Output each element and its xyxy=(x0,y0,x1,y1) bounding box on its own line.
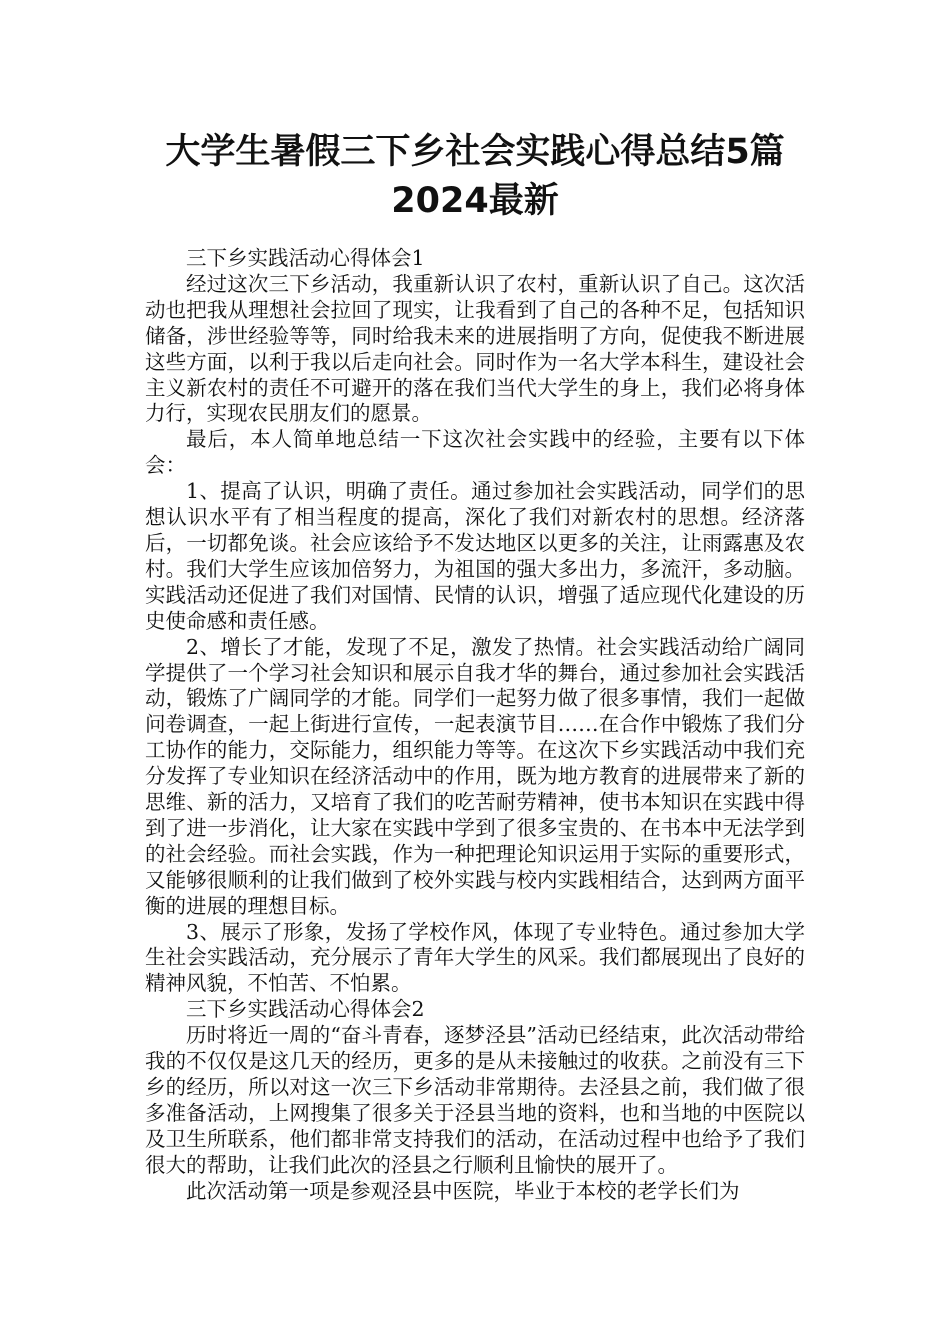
paragraph: 最后，本人简单地总结一下这次社会实践中的经验，主要有以下体会： xyxy=(145,427,805,478)
section-heading-2: 三下乡实践活动心得体会2 xyxy=(186,997,425,1022)
paragraph: 历时将近一周的“奋斗青春，逐梦泾县”活动已经结束，此次活动带给我的不仅仅是这几天的经历，更多的是从未接触过的收获。之前没有三下乡的经历，所以对这一次三下乡活动非常期待。去泾县之前，我们做了很多准备活动，上网搜集了很多关于泾县当地的资料，也和当地的中医院以及卫生所联系，他们都非常支持我们的活动，在活动过程中也给予了我们很大的帮助，让我们此次的泾县之行顺利且愉快的展开了。 xyxy=(145,1023,805,1177)
document-title: 大学生暑假三下乡社会实践心得总结5篇2024最新 xyxy=(165,132,785,221)
paragraph: 2、增长了才能，发现了不足，激发了热情。社会实践活动给广阔同学提供了一个学习社会知识和展示自我才华的舞台，通过参加社会实践活动，锻炼了广阔同学的才能。同学们一起努力做了很多事情，我们一起做问卷调查，一起上街进行宣传，一起表演节目……在合作中锻炼了我们分工协作的能力，交际能力，组织能力等等。在这次下乡实践活动中我们充分发挥了专业知识在经济活动中的作用，既为地方教育的进展带来了新的思维、新的活力，又培育了我们的吃苦耐劳精神，使书本知识在实践中得到了进一步消化，让大家在实践中学到了很多宝贵的、在书本中无法学到的社会经验。而社会实践，作为一种把理论知识运用于实际的重要形式，又能够很顺利的让我们做到了校外实践与校内实践相结合，达到两方面平衡的进展的理想目标。 xyxy=(145,634,805,918)
section-heading-1: 三下乡实践活动心得体会1 xyxy=(186,246,425,270)
paragraph: 经过这次三下乡活动，我重新认识了农村，重新认识了自己。这次活动也把我从理想社会拉回了现实，让我看到了自己的各种不足，包括知识储备，涉世经验等等，同时给我未来的进展指明了方向，促使我不断进展这些方面，以利于我以后走向社会。同时作为一名大学本科生，建设社会主义新农村的责任不可避开的落在我们当代大学生的身上，我们必将身体力行，实现农民朋友们的愿景。 xyxy=(145,271,805,426)
paragraph: 此次活动第一项是参观泾县中医院，毕业于本校的老学长们为 xyxy=(186,1178,740,1203)
document-body xyxy=(145,246,805,1205)
paragraph: 1、提高了认识，明确了责任。通过参加社会实践活动，同学们的思想认识水平有了相当程度的提高，深化了我们对新农村的思想。经济落后，一切都免谈。社会应该给予不发达地区以更多的关注，让雨露惠及农村。我们大学生应该加倍努力，为祖国的强大多出力，多流汗，多动脑。实践活动还促进了我们对国情、民情的认识，增强了适应现代化建设的历史使命感和责任感。 xyxy=(145,479,805,633)
paragraph: 3、展示了形象，发扬了学校作风，体现了专业特色。通过参加大学生社会实践活动，充分展示了青年大学生的风采。我们都展现出了良好的精神风貌，不怕苦、不怕累。 xyxy=(145,919,805,996)
